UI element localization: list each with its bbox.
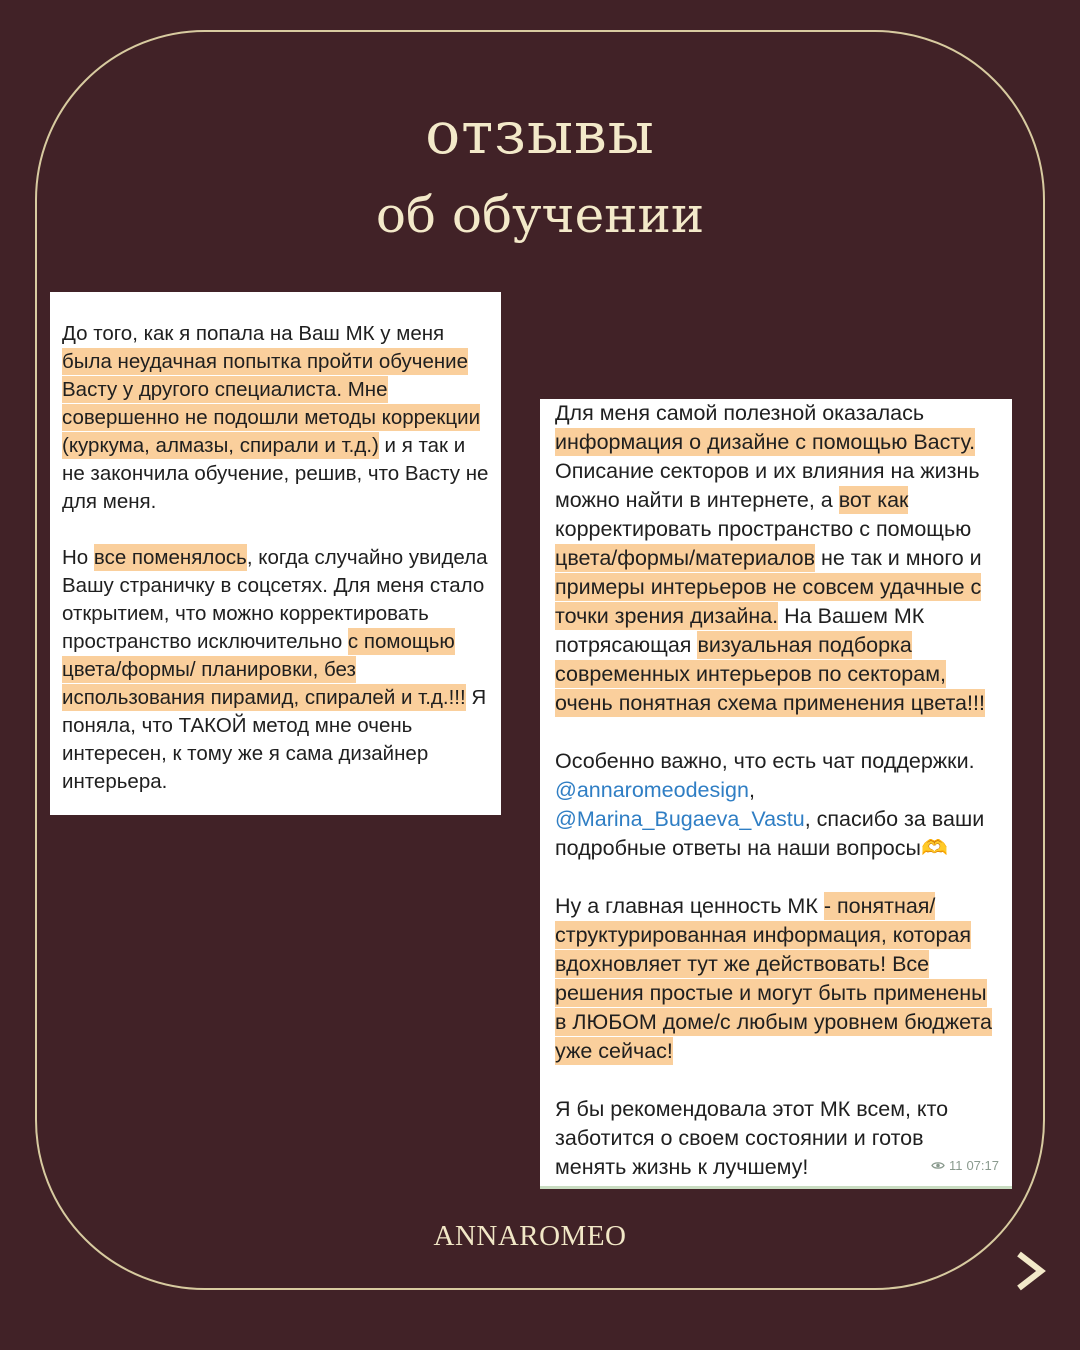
review-text: и я так и не закончила обучение, решив, что Васту не для меня. [62, 434, 489, 513]
highlighted-text: - понятная/ структурированная информация, которая вдохновляет тут же действовать! Все решения простые и могут быть применены в ЛЮБОМ доме/с любым уровнем бюджета уже сейчас! [555, 894, 992, 1063]
highlighted-text: информация о дизайне с помощью Васту. [555, 430, 976, 454]
highlighted-text: вот как [838, 488, 909, 512]
review-text: Ну а главная ценность МК [555, 894, 824, 918]
message-time: 07:17 [966, 1158, 999, 1173]
review-right-paragraph-1 [555, 399, 1000, 718]
review-card-left [50, 292, 501, 815]
review-text: Но [62, 546, 94, 569]
review-text: не так и много и [815, 546, 982, 570]
page-subtitle: об обучении [375, 186, 705, 244]
eye-icon [931, 1161, 945, 1170]
mention-link[interactable]: @annaromeodesign [555, 778, 749, 802]
review-left-paragraph-2 [62, 544, 489, 796]
highlighted-text: с помощью цвета/формы/ планировки, без использования пирамид, спиралей и т.д.!!! [62, 630, 466, 709]
review-right-paragraph-3 [555, 892, 1000, 1066]
highlighted-text: все поменялось [93, 546, 247, 569]
review-text: Для меня самой полезной оказалась [555, 401, 925, 425]
review-left-paragraph-1 [62, 320, 489, 516]
highlighted-text: цвета/формы/материалов [555, 546, 816, 570]
brand-logo: ANNAROMEO [433, 1220, 627, 1252]
review-text: До того, как я попала на Ваш МК у меня [62, 322, 445, 345]
review-right-paragraph-2 [555, 747, 1000, 863]
review-text: Описание секторов и их влияния на жизнь можно найти в интернете, а [555, 459, 980, 512]
message-meta [931, 1151, 999, 1180]
chevron-right-icon[interactable] [1005, 1248, 1051, 1294]
review-text: Особенно важно, что есть чат поддержки. [555, 749, 975, 773]
page-title: отзывы [425, 99, 655, 167]
view-count: 11 [948, 1158, 963, 1173]
highlighted-text: была неудачная попытка пройти обучение Васту у другого специалиста. Мне совершенно не подошли методы коррекции (куркума, алмазы, спирали и т.д.) [62, 350, 481, 457]
review-right-paragraph-4: Я бы рекомендовала этот МК всем, кто заботится о своем состоянии и готов менять жизнь к лучшему! [555, 1097, 949, 1179]
highlighted-text: примеры интерьеров не совсем удачные с точки зрения дизайна. [555, 575, 982, 628]
review-card-right [540, 399, 1012, 1189]
review-text: , [748, 778, 755, 802]
review-text: корректировать пространство с помощью [555, 517, 972, 541]
review-text: , когда случайно увидела Вашу страничку в соцсетях. Для меня стало открытием, что можно корректировать пространство исключительно [62, 546, 488, 653]
review-text: , спасибо за ваши подробные ответы на наши вопросы🫶 [555, 807, 985, 860]
review-text: Я поняла, что ТАКОЙ метод мне очень интересен, к тому же я сама дизайнер интерьера. [62, 686, 487, 793]
mention-link[interactable]: @Marina_Bugaeva_Vastu [555, 807, 805, 831]
review-text: На Вашем МК потрясающая [555, 604, 925, 657]
highlighted-text: визуальная подборка современных интерьеров по секторам, очень понятная схема применения цвета!!! [555, 633, 985, 715]
